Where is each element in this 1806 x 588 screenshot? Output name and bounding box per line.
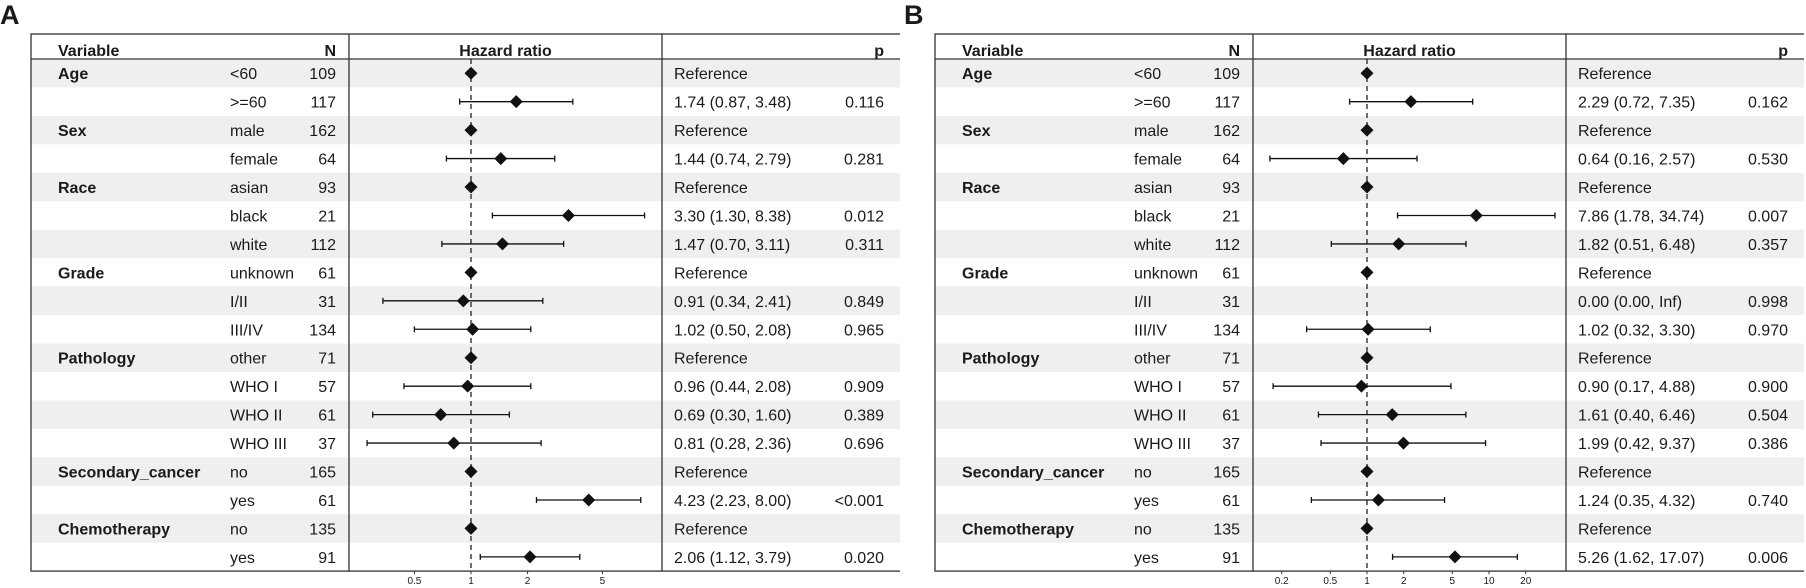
row-level: white [1134,236,1172,254]
x-tick-label: 0.5 [407,576,422,587]
row-level: I/II [230,293,248,311]
row-level: III/IV [1134,322,1167,340]
row-variable: Race [962,180,1001,198]
row-p-value: 0.740 [1747,492,1788,510]
hazard-ratio-point [465,266,478,279]
hazard-ratio-point [466,323,479,336]
row-p-value: 0.970 [1747,322,1788,340]
row-level: WHO I [1134,379,1182,397]
x-tick-label: 0.5 [1323,576,1338,587]
row-level: female [1134,151,1183,169]
row-n: 37 [1222,436,1240,454]
row-n: 162 [1213,123,1240,141]
row-n: 93 [1222,180,1240,198]
row-estimate-text: 7.86 (1.78, 34.74) [1578,208,1705,226]
forest-plot-panel-b [904,0,1804,588]
row-n: 61 [1222,265,1240,283]
row-n: 57 [318,379,336,397]
row-n: 57 [1222,379,1240,397]
row-n: 117 [310,94,336,112]
row-level: male [230,123,265,141]
row-variable: Sex [962,123,991,141]
row-level: other [230,350,267,368]
row-estimate-text: Reference [674,464,748,482]
row-estimate-text: 0.64 (0.16, 2.57) [1578,151,1696,169]
row-n: 134 [309,322,336,340]
row-p-value: 0.007 [1747,208,1788,226]
row-level: white [230,236,268,254]
hazard-ratio-point [1372,493,1385,506]
row-level: female [230,151,279,169]
row-level: asian [230,180,269,198]
row-n: 64 [1222,151,1240,169]
row-estimate-text: Reference [674,265,748,283]
row-estimate-text: Reference [674,66,748,84]
hazard-ratio-point [562,209,575,222]
row-n: 165 [309,464,336,482]
row-estimate-text: Reference [1578,350,1652,368]
hazard-ratio-point [1361,266,1374,279]
row-p-value: 0.696 [843,436,884,454]
x-tick-label: 5 [1449,576,1456,587]
hazard-ratio-point [1470,209,1483,222]
row-estimate-text: 0.00 (0.00, Inf) [1578,293,1683,311]
row-n: 112 [310,236,336,254]
row-variable: Chemotherapy [58,521,171,539]
hazard-ratio-point [582,493,595,506]
row-level: black [1134,208,1172,226]
row-n: 112 [1214,236,1240,254]
row-p-value: 0.900 [1747,379,1788,397]
row-estimate-text: 0.96 (0.44, 2.08) [674,379,792,397]
row-estimate-text: Reference [1578,265,1652,283]
row-n: 117 [1214,94,1240,112]
row-estimate-text: 1.82 (0.51, 6.48) [1578,236,1696,254]
row-level: >=60 [1134,94,1171,112]
hazard-ratio-point [461,380,474,393]
row-variable: Pathology [962,350,1040,368]
row-estimate-text: 2.29 (0.72, 7.35) [1578,94,1696,112]
row-level: WHO II [230,407,283,425]
x-tick-label: 2 [524,576,531,587]
hazard-ratio-point [1448,550,1461,563]
row-n: 135 [309,521,336,539]
row-p-value: 0.389 [843,407,884,425]
row-variable: Grade [58,265,105,283]
row-level: yes [230,549,255,567]
row-n: 91 [318,549,336,567]
row-n: 71 [318,350,336,368]
x-tick-label: 1 [1364,576,1370,587]
row-n: 91 [1222,549,1240,567]
row-variable: Chemotherapy [962,521,1075,539]
header-hazard-ratio: Hazard ratio [459,43,552,60]
row-estimate-text: 1.02 (0.32, 3.30) [1578,322,1696,340]
hazard-ratio-point [1404,95,1417,108]
row-n: 61 [318,492,336,510]
row-variable: Sex [58,123,87,141]
row-level: I/II [1134,293,1152,311]
row-estimate-text: Reference [674,350,748,368]
panel-label: A [0,0,20,30]
row-estimate-text: 4.23 (2.23, 8.00) [674,492,792,510]
row-n: 93 [318,180,336,198]
row-p-value: 0.020 [843,549,884,567]
row-level: no [1134,521,1152,539]
row-n: 64 [318,151,336,169]
row-estimate-text: 0.90 (0.17, 4.88) [1578,379,1696,397]
header-p: p [874,43,884,60]
row-n: 109 [309,66,336,84]
row-n: 21 [318,208,336,226]
row-level: <60 [230,66,258,84]
panel-label: B [904,0,924,30]
row-estimate-text: 3.30 (1.30, 8.38) [674,208,792,226]
row-level: no [230,464,248,482]
row-p-value: 0.006 [1747,549,1788,567]
row-p-value: 0.012 [843,208,884,226]
hazard-ratio-point [1355,380,1368,393]
x-tick-label: 1 [468,576,474,587]
row-estimate-text: Reference [1578,123,1652,141]
hazard-ratio-point [1337,152,1350,165]
row-level: WHO I [230,379,278,397]
row-p-value: 0.998 [1747,293,1788,311]
row-level: yes [1134,492,1159,510]
x-tick-label: 0.2 [1274,576,1289,587]
forest-plot-panel-a [0,0,900,588]
row-estimate-text: 0.69 (0.30, 1.60) [674,407,792,425]
row-variable: Age [962,66,993,84]
row-level: male [1134,123,1169,141]
header-variable: Variable [962,43,1024,60]
row-level: unknown [1134,265,1199,283]
row-p-value: 0.530 [1747,151,1788,169]
row-level: other [1134,350,1171,368]
x-tick-label: 20 [1520,576,1532,587]
row-estimate-text: Reference [1578,464,1652,482]
row-n: 162 [309,123,336,141]
row-n: 134 [1213,322,1240,340]
row-p-value: 0.849 [843,293,884,311]
row-estimate-text: 1.24 (0.35, 4.32) [1578,492,1696,510]
x-tick-label: 2 [1400,576,1407,587]
row-n: 61 [318,407,336,425]
row-n: 61 [1222,492,1240,510]
row-level: black [230,208,268,226]
header-n: N [1228,43,1240,60]
row-variable: Grade [962,265,1009,283]
row-n: 71 [1222,350,1240,368]
row-estimate-text: 5.26 (1.62, 17.07) [1578,549,1705,567]
row-estimate-text: 1.99 (0.42, 9.37) [1578,436,1696,454]
row-variable: Age [58,66,89,84]
header-p: p [1778,43,1788,60]
row-variable: Pathology [58,350,136,368]
row-level: no [230,521,248,539]
row-n: 21 [1222,208,1240,226]
row-level: yes [1134,549,1159,567]
row-p-value: <0.001 [834,492,884,510]
row-p-value: 0.357 [1747,236,1788,254]
hazard-ratio-point [447,437,460,450]
row-estimate-text: 1.02 (0.50, 2.08) [674,322,792,340]
row-level: no [1134,464,1152,482]
x-tick-label: 10 [1483,576,1495,587]
row-p-value: 0.116 [845,94,884,112]
row-estimate-text: 1.74 (0.87, 3.48) [674,94,792,112]
row-n: 31 [318,293,336,311]
row-estimate-text: 0.81 (0.28, 2.36) [674,436,792,454]
row-n: 109 [1213,66,1240,84]
row-n: 61 [318,265,336,283]
row-variable: Secondary_cancer [962,464,1105,482]
hazard-ratio-point [1362,323,1375,336]
row-n: 165 [1213,464,1240,482]
hazard-ratio-point [1397,437,1410,450]
row-variable: Secondary_cancer [58,464,201,482]
row-p-value: 0.504 [1747,407,1788,425]
row-n: 31 [1222,293,1240,311]
row-estimate-text: 1.44 (0.74, 2.79) [674,151,792,169]
row-level: WHO III [230,436,287,454]
row-estimate-text: Reference [674,123,748,141]
row-n: 61 [1222,407,1240,425]
row-level: III/IV [230,322,263,340]
header-variable: Variable [58,43,120,60]
row-p-value: 0.311 [845,236,884,254]
row-level: yes [230,492,255,510]
row-variable: Race [58,180,97,198]
row-estimate-text: 1.47 (0.70, 3.11) [674,236,791,254]
header-n: N [324,43,336,60]
row-n: 135 [1213,521,1240,539]
row-level: >=60 [230,94,267,112]
row-p-value: 0.909 [843,379,884,397]
row-p-value: 0.281 [843,151,884,169]
row-p-value: 0.386 [1747,436,1788,454]
row-level: WHO II [1134,407,1187,425]
hazard-ratio-point [510,95,523,108]
row-estimate-text: 0.91 (0.34, 2.41) [674,293,792,311]
row-p-value: 0.162 [1747,94,1788,112]
row-level: asian [1134,180,1173,198]
row-estimate-text: Reference [1578,521,1652,539]
x-tick-label: 5 [599,576,606,587]
row-estimate-text: Reference [1578,180,1652,198]
row-level: <60 [1134,66,1162,84]
row-level: WHO III [1134,436,1191,454]
hazard-ratio-point [494,152,507,165]
row-p-value: 0.965 [843,322,884,340]
row-estimate-text: 1.61 (0.40, 6.46) [1578,407,1696,425]
row-n: 37 [318,436,336,454]
forest-plot-b-svg [904,0,1804,588]
row-estimate-text: Reference [674,180,748,198]
row-level: unknown [230,265,295,283]
header-hazard-ratio: Hazard ratio [1363,43,1456,60]
row-estimate-text: Reference [1578,66,1652,84]
row-estimate-text: Reference [674,521,748,539]
forest-plot-a-svg [0,0,900,588]
hazard-ratio-point [524,550,537,563]
row-estimate-text: 2.06 (1.12, 3.79) [674,549,792,567]
